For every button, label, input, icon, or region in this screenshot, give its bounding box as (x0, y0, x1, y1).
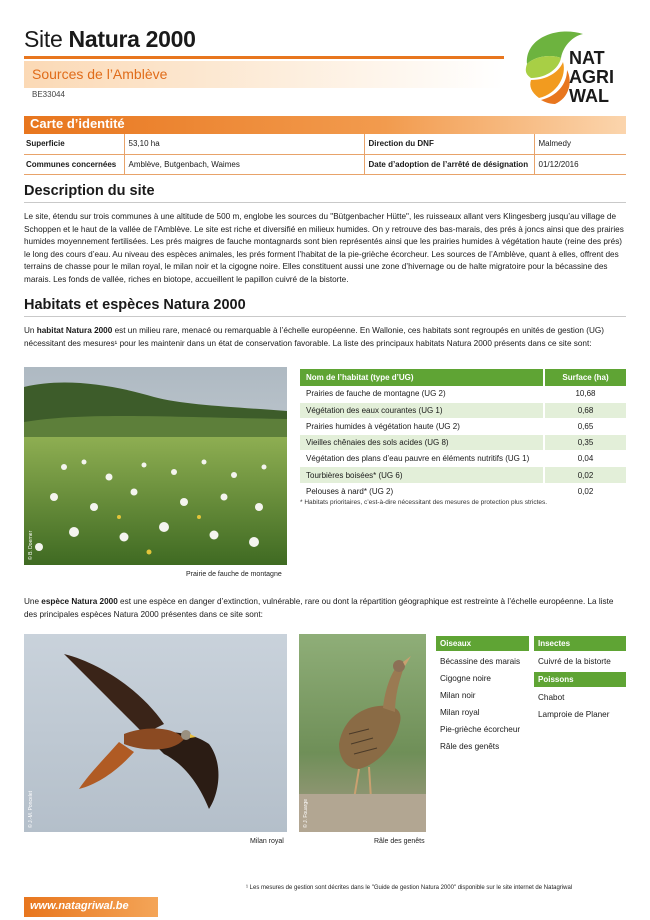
insectes-header: Insectes (534, 636, 626, 651)
habitats-intro (24, 325, 626, 350)
meadow-photo-credit: © B. Doerner (28, 530, 34, 560)
title-rule (24, 56, 504, 59)
habitat-surface: 0,02 (544, 467, 626, 483)
habitat-surface: 0,65 (544, 418, 626, 434)
identity-table (24, 134, 626, 175)
habitat-name: Vieilles chênaies des sols acides (UG 8) (300, 435, 544, 451)
meadow-photo (24, 367, 287, 565)
list-item: Cigogne noire (440, 674, 491, 683)
list-item: Milan noir (440, 691, 476, 700)
table-row (300, 467, 626, 483)
site-code: BE33044 (32, 90, 65, 99)
logo-leaf-icon (517, 24, 631, 106)
table-row (300, 386, 626, 402)
rale-photo-credit: © J. Fouarge (303, 799, 309, 828)
title-prefix: Site (24, 26, 69, 52)
insectes-list (534, 636, 626, 666)
title-main: Natura 2000 (68, 26, 196, 52)
habitats-table (300, 369, 626, 500)
identity-key: Date d’adoption de l’arrêté de désignation (364, 154, 534, 174)
list-item: Chabot (538, 693, 565, 702)
logo-text-wal: WAL (569, 86, 609, 106)
description-rule (24, 202, 626, 203)
description-text: Le site, étendu sur trois communes à une altitude de 500 m, englobe les sources du "Bütgenbacher Hütte", les ruisseaux allant vers Klingesberg jusqu’au village de Schoppen et le haut de la vallée de l’Amblève. Le site est riche et diversifié en milieux humides. On y retrouve des bas-marais, des prés à joncs ainsi que des prairies humides moyennement fertilisées. Les prés maigres de fauche montagnards sont bien représentés ainsi que les prairies humides à végétation haute (reine des prés) le long des cours d’eau. Au niveau des espèces animales, les prés forment l’habitat de la pie-grièche écorcheur. Les sources de l’Amblève, quant à elles, offrent des terrains de chasse pour le milan royal, le milan noir et la cigogne noire. Elles constituent aussi une zone d’hivernage ou de halte migratoire pour la bécassine des marais. Les fonds de vallée, riches en biotope, accueillent le papillon cuivré de la bistorte. (24, 212, 624, 284)
species-intro-bold: espèce Natura 2000 (41, 597, 118, 606)
habitats-title: Habitats et espèces Natura 2000 (24, 297, 246, 313)
rale-image (299, 634, 426, 832)
habitat-name: Pelouses à nard* (UG 2) (300, 483, 544, 499)
natagriwal-logo (517, 24, 631, 106)
identity-value: Amblève, Butgenbach, Waimes (124, 154, 364, 174)
habitat-name: Végétation des eaux courantes (UG 1) (300, 402, 544, 418)
habitat-name: Prairies humides à végétation haute (UG 2) (300, 418, 544, 434)
identity-key: Direction du DNF (364, 134, 534, 154)
list-item: Milan royal (440, 708, 480, 717)
oiseaux-header: Oiseaux (436, 636, 529, 651)
logo-text-agri: AGRI (569, 67, 614, 87)
footnote: ¹ Les mesures de gestion sont décrites dans le "Guide de gestion Natura 2000" disponible sur le site internet de Natagriwal (246, 885, 573, 891)
website-link[interactable]: www.natagriwal.be (30, 900, 129, 912)
habitat-name: Tourbières boisées* (UG 6) (300, 467, 544, 483)
list-item: Pie-grièche écorcheur (440, 725, 521, 734)
habitats-intro-pre: Un (24, 326, 37, 335)
habitats-table-header (300, 369, 626, 386)
identity-value: 53,10 ha (124, 134, 364, 154)
identity-key: Superficie (24, 134, 124, 154)
species-intro-post: est une espèce en danger d’extinction, vulnérable, rare ou dont la répartition géographique est restreinte à l’échelle européenne. La liste des principales espèces Natura 2000 présentes dans ce site sont: (24, 597, 614, 619)
identity-key: Communes concernées (24, 154, 124, 174)
table-row (300, 451, 626, 467)
page-title (24, 26, 196, 53)
habitats-col-name: Nom de l’habitat (type d’UG) (300, 369, 544, 386)
habitats-col-surface: Surface (ha) (544, 369, 626, 386)
site-subtitle: Sources de l’Amblève (32, 66, 168, 82)
table-row (300, 435, 626, 451)
logo-text-nat: NAT (569, 48, 605, 68)
identity-row (24, 154, 626, 174)
rale-photo-caption: Râle des genêts (374, 838, 425, 845)
table-row (300, 418, 626, 434)
identity-value: 01/12/2016 (534, 154, 626, 174)
habitat-surface: 0,35 (544, 435, 626, 451)
species-intro-pre: Une (24, 597, 42, 606)
oiseaux-list (436, 636, 529, 751)
habitat-surface: 0,02 (544, 483, 626, 499)
meadow-image (24, 367, 287, 565)
habitats-intro-post: est un milieu rare, menacé ou remarquable à l’échelle européenne. En Wallonie, ces habitats sont regroupés en unités de gestion (UG) nécessitant des mesures¹ pour les maintenir dans un état de conservation favorable. La liste des principaux habitats Natura 2000 présents dans ce site sont: (24, 326, 604, 348)
list-item: Râle des genêts (440, 742, 500, 751)
habitat-name: Végétation des plans d’eau pauvre en éléments nutritifs (UG 1) (300, 451, 544, 467)
habitats-rule (24, 316, 626, 317)
poissons-list (534, 672, 626, 719)
habitat-name: Prairies de fauche de montagne (UG 2) (300, 386, 544, 402)
species-intro (24, 596, 626, 621)
milan-photo-caption: Milan royal (250, 838, 284, 845)
list-item: Lamproie de Planer (538, 710, 610, 719)
identity-value: Malmedy (534, 134, 626, 154)
description-title: Description du site (24, 183, 155, 199)
identity-row (24, 134, 626, 154)
habitat-surface: 0,04 (544, 451, 626, 467)
poissons-header: Poissons (534, 672, 626, 687)
habitat-surface: 10,68 (544, 386, 626, 402)
table-row (300, 483, 626, 499)
rale-photo (299, 634, 426, 832)
table-row (300, 402, 626, 418)
list-item: Cuivré de la bistorte (538, 657, 611, 666)
meadow-photo-caption: Prairie de fauche de montagne (186, 571, 282, 578)
milan-image (24, 634, 287, 832)
milan-photo-credit: © J.-M. Poncelet (28, 790, 34, 828)
milan-photo (24, 634, 287, 832)
habitats-intro-bold: habitat Natura 2000 (36, 326, 113, 335)
identity-band-label: Carte d’identité (30, 116, 125, 131)
habitats-table-note: * Habitats prioritaires, c’est-à-dire nécessitant des mesures de protection plus strictes. (300, 499, 548, 506)
list-item: Bécassine des marais (440, 657, 521, 666)
habitat-surface: 0,68 (544, 402, 626, 418)
